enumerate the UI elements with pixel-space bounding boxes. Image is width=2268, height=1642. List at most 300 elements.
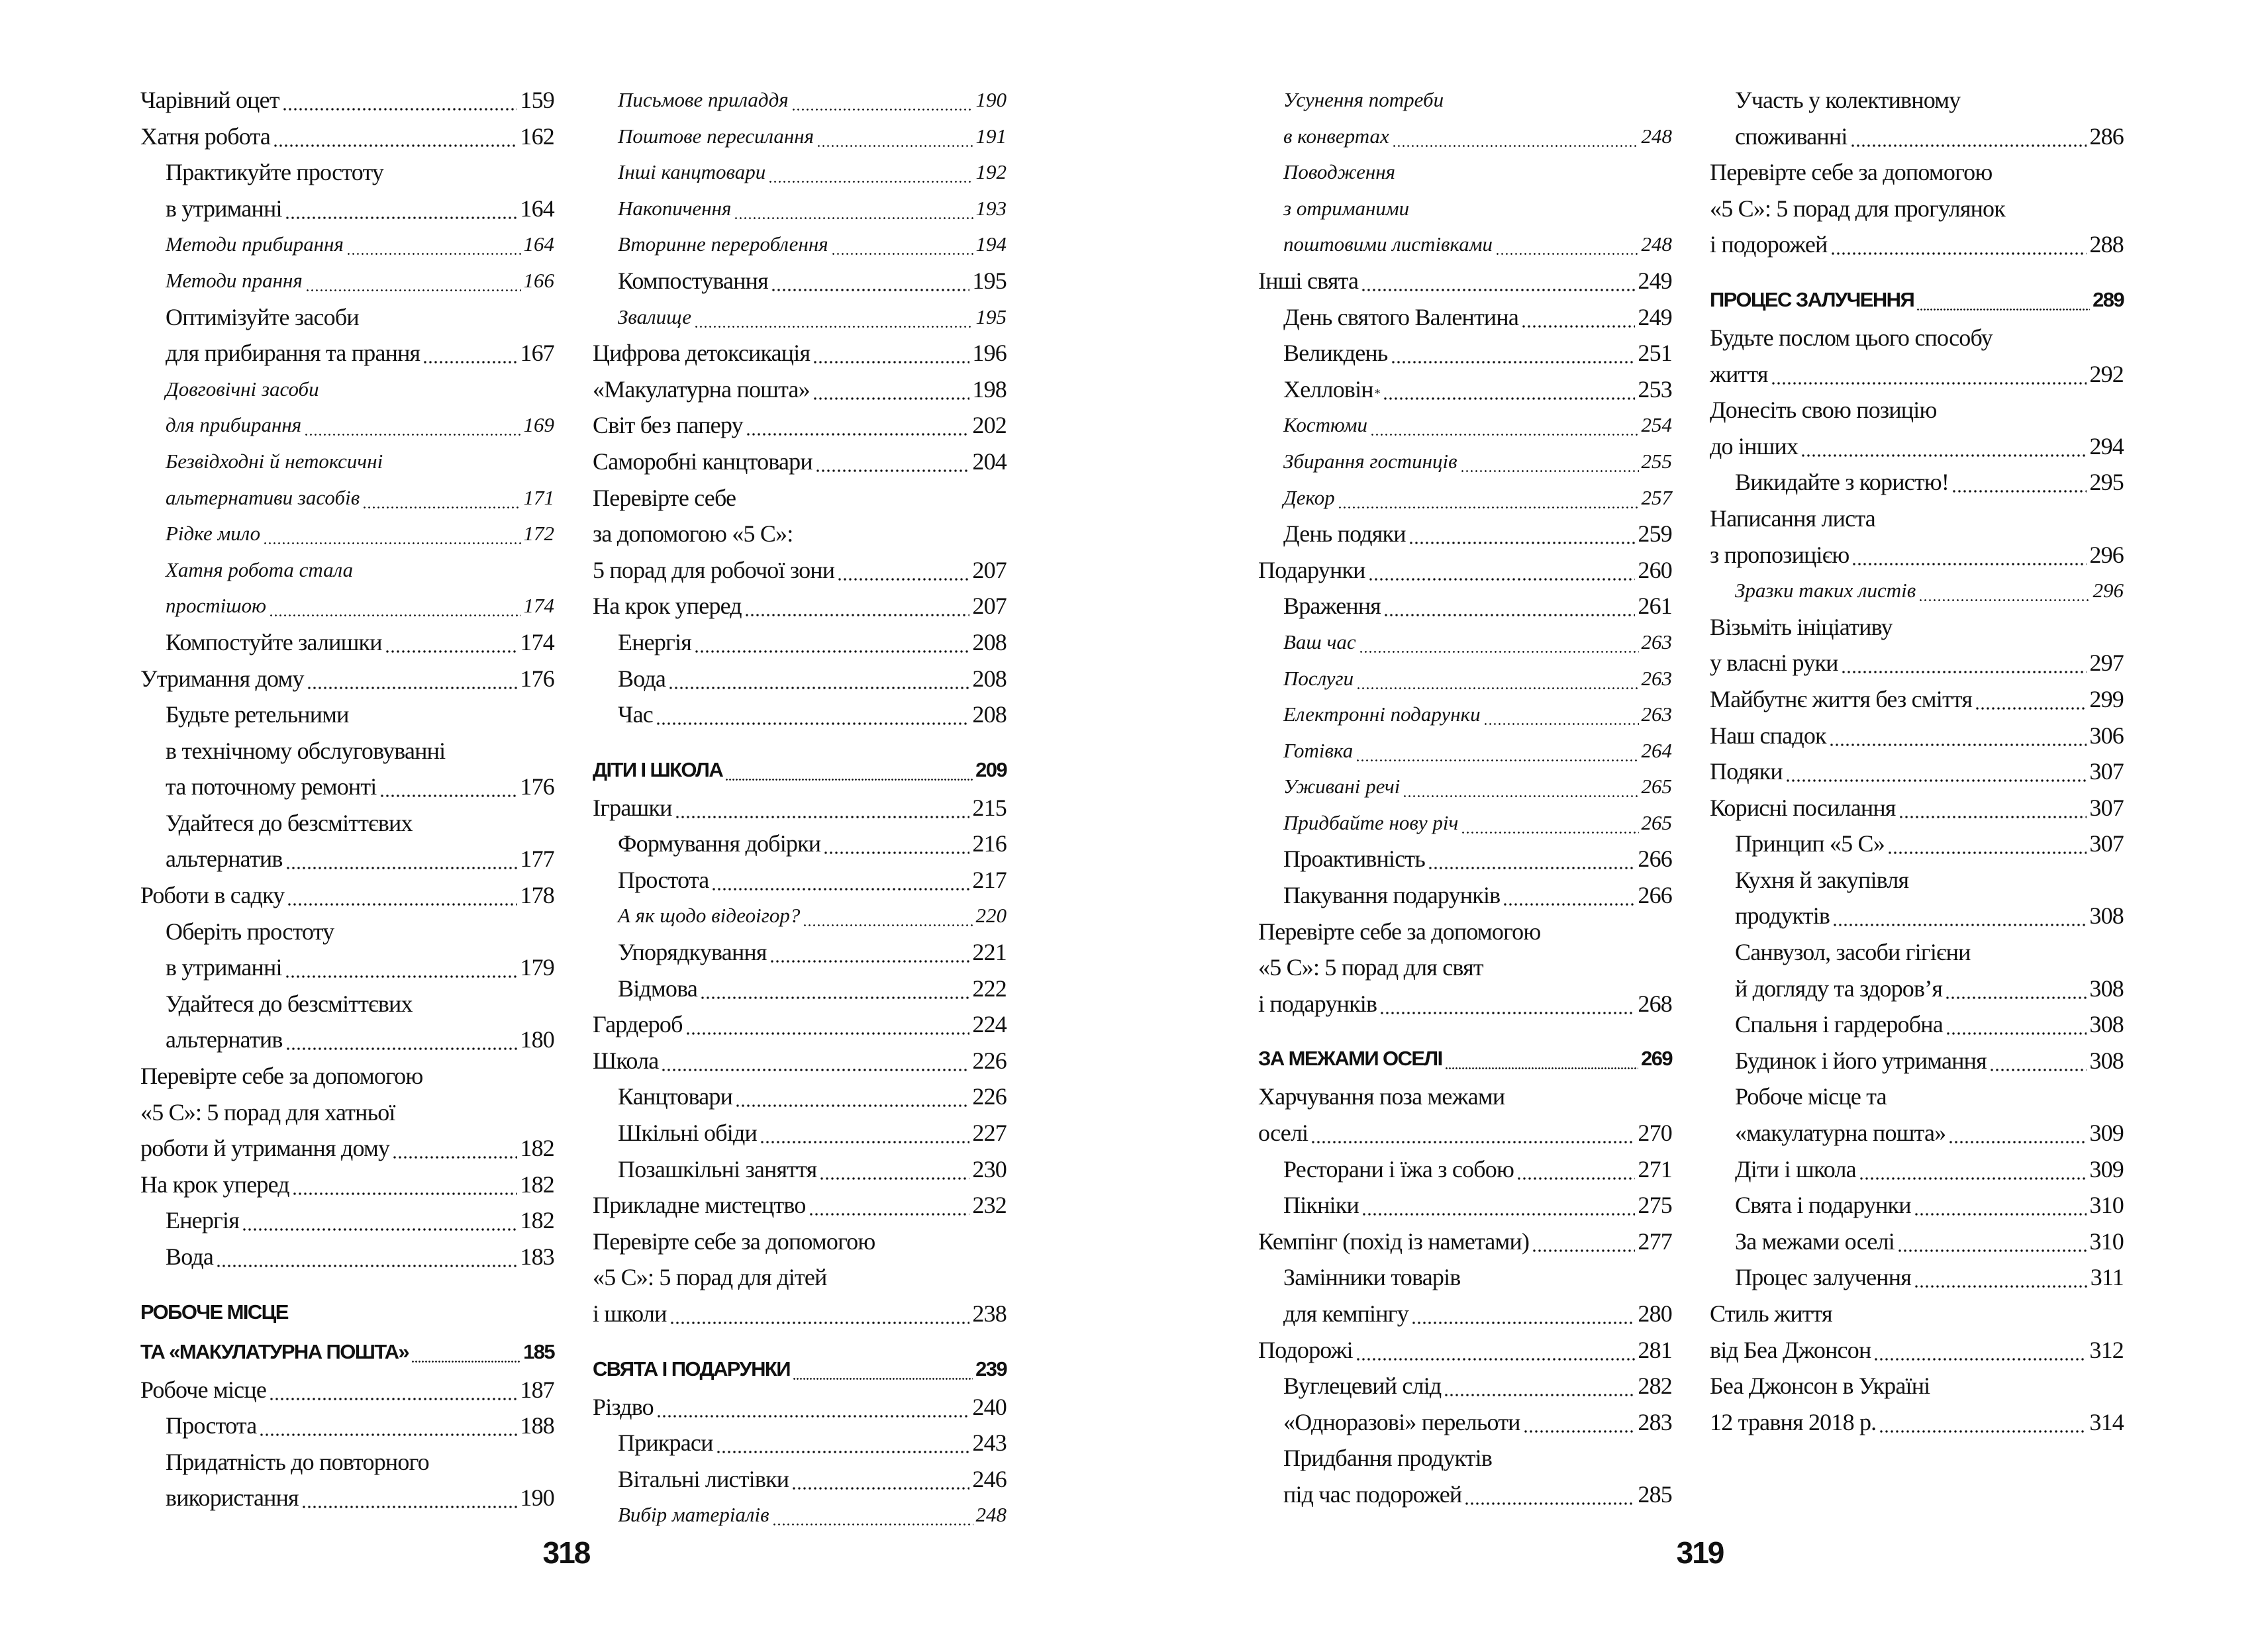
toc-page-number: 222 [972,975,1007,1002]
toc-entry-title: Письмове приладдя [618,88,789,111]
toc-entry-title: На крок уперед [593,593,742,620]
toc-entry-title: Практикуйте простоту [166,159,384,186]
toc-entry-line [1710,862,2124,898]
toc-entry-line [593,790,1007,826]
toc-page-number: 176 [520,665,554,692]
toc-entry [1258,444,1672,480]
toc-entry-title: Відмова [618,975,698,1002]
toc-entry-line [1710,934,2124,971]
dot-leader [1771,356,2087,393]
dot-leader [1916,280,2090,320]
toc-page-number: 288 [2089,231,2124,258]
toc-entry-line [1258,335,1672,371]
toc-entry-title: Готівка [1283,738,1354,762]
toc-entry-title: Канцтовари [618,1083,733,1110]
toc-page-number: 259 [1638,520,1672,548]
toc-entry [1710,934,2124,1006]
toc-entry-title: На крок уперед [140,1171,289,1198]
toc-page-number: 182 [520,1207,554,1234]
toc-entry [1710,1259,2124,1296]
toc-entry-title: Корисні посилання [1710,794,1896,821]
toc-entry [1710,573,2124,609]
dot-leader [1368,552,1636,589]
toc-entry-line [1258,407,1672,444]
dot-leader [1461,805,1638,842]
toc-entry-line [593,971,1007,1007]
toc-entry-title: в конвертах [1283,124,1389,148]
toc-page-number: 191 [975,124,1007,148]
toc-entry-title: Усунення потреби [1283,88,1444,111]
toc-entry [593,371,1007,408]
toc-entry-line [593,934,1007,971]
toc-entry-title: Звалище [618,305,692,328]
toc-entry [593,1006,1007,1043]
toc-entry-title: Хелловін [1283,375,1373,403]
toc-entry-line [593,1043,1007,1079]
dot-leader [1379,986,1635,1022]
toc-entry-line [593,1296,1007,1332]
toc-page-number: 263 [1641,702,1672,726]
toc-entry [593,226,1007,263]
toc-page-number: 182 [520,1171,554,1198]
toc-entry-title: альтернативи засобів [166,485,360,509]
dot-leader [1503,877,1635,914]
toc-entry-title: від Беа Джонсон [1710,1336,1871,1363]
toc-page-number: 182 [520,1135,554,1162]
dot-leader [1898,790,2087,826]
toc-entry-line [1258,154,1672,191]
toc-page-number: 299 [2089,685,2124,712]
toc-page-number: 265 [1641,810,1672,834]
dot-leader [1887,826,2087,862]
toc-entry [1258,697,1672,733]
toc-entry-line [1710,280,2124,320]
dot-leader [1914,1259,2088,1296]
toc-entry-title: Хатня робота [140,122,270,150]
toc-entry-line [1258,263,1672,299]
toc-entry-line [593,1389,1007,1425]
toc-page-number: 174 [523,594,554,618]
toc-entry-title: Поводження [1283,160,1396,184]
toc-entry-title: продуктів [1735,902,1830,930]
toc-entry-title: Будинок і його утримання [1735,1047,1987,1074]
dot-leader [1945,971,2087,1007]
dot-leader [1897,1224,2087,1260]
toc-entry [1258,1079,1672,1151]
toc-entry [1258,624,1672,661]
toc-entry-line [1258,299,1672,336]
toc-page-number: 195 [975,305,1007,328]
toc-entry-title: 12 травня 2018 р. [1710,1408,1877,1435]
toc-entry [593,790,1007,826]
toc-entry-line [1258,552,1672,589]
toc-entry-line [1258,661,1672,697]
toc-page-number: 232 [972,1192,1007,1219]
toc-entry-title: Енергія [618,628,691,655]
toc-entry [1710,501,2124,573]
toc-page-number: 261 [1638,593,1672,620]
dot-leader [1445,1039,1638,1079]
toc-page-number: 190 [975,88,1007,111]
toc-entry [1710,154,2124,263]
toc-entry-line [1710,392,2124,428]
dot-leader [1948,1115,2087,1151]
toc-entry-line [1710,501,2124,537]
toc-entry [1710,392,2124,464]
toc-page-number: 169 [523,413,554,437]
toc-entry [1258,516,1672,552]
toc-page-number: 275 [1638,1192,1672,1219]
toc-entry [1258,299,1672,336]
toc-entry-title: Проактивність [1283,845,1425,873]
page-number-right: 319 [1676,1535,1724,1570]
toc-page-number: 185 [523,1339,554,1363]
toc-page-number: 226 [972,1083,1007,1110]
toc-entry-line [593,1461,1007,1498]
dot-leader [816,119,973,155]
toc-entry [1710,681,2124,718]
toc-page-number: 251 [1638,340,1672,367]
toc-entry-title: і подорожей [1710,231,1828,258]
toc-entry-line [593,1497,1007,1533]
toc-page-number: 265 [1641,775,1672,798]
toc-entry [1258,1224,1672,1260]
toc-entry [593,480,1007,589]
toc-entry-line [593,1425,1007,1461]
toc-page-number: 310 [2089,1228,2124,1255]
toc-entry [593,1043,1007,1079]
toc-page-number: 266 [1638,845,1672,873]
toc-page-number: 266 [1638,882,1672,909]
toc-entry-line [1258,805,1672,842]
toc-entry [593,1461,1007,1498]
toc-page-number: 209 [975,757,1007,781]
dot-leader [837,552,969,589]
dot-leader [735,1079,969,1115]
toc-entry-title: альтернатив [166,1026,283,1053]
toc-entry-title: Процес залучення [1735,1264,1911,1291]
dot-leader [1361,1187,1635,1224]
toc-entry-title: СВЯТА І ПОДАРУНКИ [593,1357,790,1380]
toc-page-number: 307 [2089,794,2124,821]
toc-entry-line [593,1006,1007,1043]
toc-entry-line [1710,1151,2124,1188]
toc-entry [1710,826,2124,862]
toc-entry-line [1258,1296,1672,1332]
toc-entry [1258,1332,1672,1369]
toc-entry [1258,588,1672,624]
toc-entry [593,1151,1007,1188]
toc-entry [1258,1440,1672,1512]
dot-leader [803,898,973,934]
toc-entry [1710,609,2124,681]
toc-entry-title: ТА «МАКУЛАТУРНА ПОШТА» [140,1339,409,1363]
toc-entry-title: в утриманні [166,195,282,222]
dot-leader [813,335,969,371]
toc-entry-line [1710,1368,2124,1404]
dot-leader [1516,1151,1635,1188]
toc-entry-line [593,1224,1007,1260]
toc-entry [1710,790,2124,826]
dot-leader [1914,1187,2087,1224]
toc-entry-line [1710,191,2124,227]
toc-entry-title: Гардероб [593,1011,683,1038]
toc-section-heading [593,750,1007,790]
toc-page-number: 309 [2089,1155,2124,1183]
dot-leader [744,588,970,624]
toc-page-number: 289 [2093,287,2124,311]
toc-page-number: 224 [972,1011,1007,1038]
dot-leader [1850,119,2087,155]
dot-leader [768,154,973,191]
toc-entry-line [593,697,1007,733]
dot-leader [1464,1476,1635,1513]
dot-leader [1392,119,1639,155]
toc-entry-title: Свята і подарунки [1735,1192,1911,1219]
dot-leader [1356,733,1638,769]
toc-entry-line [1710,753,2124,790]
toc-entry [1258,1187,1672,1224]
page-right [1134,0,2268,1642]
toc-entry-line [1710,1187,2124,1224]
toc-page-number: 308 [2089,902,2124,930]
toc-column [1710,82,2124,1440]
toc-entry-title: Кухня й закупівля [1735,866,1909,893]
toc-entry-title: у власні руки [1710,650,1838,677]
dot-leader [1428,841,1635,877]
toc-entry-line [1258,914,1672,950]
page-number-left: 318 [542,1535,590,1570]
toc-entry-title: «5 С»: 5 порад для свят [1258,954,1483,981]
toc-entry-line [1258,480,1672,516]
toc-entry-line [1258,986,1672,1022]
toc-entry-title: Перевірте себе за допомогою [593,1228,875,1255]
dot-leader [675,790,970,826]
toc-entry-title: Великдень [1283,340,1388,367]
toc-page-number: 164 [520,195,554,222]
toc-entry-line [1710,537,2124,573]
dot-leader [1918,573,2090,609]
dot-leader [769,934,970,971]
dot-leader [1873,1332,2087,1369]
toc-entry-line [1710,428,2124,465]
dot-leader [1356,661,1638,697]
toc-entry-title: Санвузол, засоби гігієни [1735,939,1971,966]
dot-leader [661,1043,969,1079]
toc-entry [1710,1043,2124,1079]
toc-entry [593,1115,1007,1151]
toc-entry-line [1258,1151,1672,1188]
toc-page-number: 207 [972,556,1007,583]
toc-entry-line [593,1259,1007,1296]
toc-entry-title: Хатня робота стала [166,557,354,581]
toc-entry-title: Поштове пересилання [618,124,814,148]
toc-entry [1258,480,1672,516]
toc-page-number: 238 [972,1300,1007,1327]
dot-leader [1361,263,1635,299]
dot-leader [1832,898,2087,934]
dot-leader [791,82,973,119]
page-left-inner [471,0,1134,1642]
toc-entry-title: Перевірте себе за допомогою [1258,918,1541,945]
toc-entry-line [593,444,1007,480]
toc-entry-line [1258,624,1672,661]
toc-entry-title: «Одноразові» перельоти [1283,1408,1520,1435]
toc-entry-line [593,480,1007,516]
toc-entry-title: Електронні подарунки [1283,702,1481,726]
toc-page-number: 202 [972,412,1007,439]
dot-leader [1310,1115,1635,1151]
toc-entry-title: і школи [593,1300,667,1327]
dot-leader [1975,681,2087,718]
toc-entry-title: Школа [593,1047,659,1074]
toc-entry-line [593,191,1007,227]
dot-leader [1460,444,1639,480]
toc-entry-line [1258,1115,1672,1151]
toc-entry [1258,733,1672,769]
toc-entry-title: Спальня і гардеробна [1735,1011,1943,1038]
toc-entry-title: Придбайте нову річ [1283,810,1459,834]
dot-leader [1785,753,2087,790]
toc-entry [1710,1224,2124,1260]
toc-entry-line [593,661,1007,697]
toc-entry-title: до інших [1710,432,1799,459]
toc-entry-title: за допомогою «5 С»: [593,520,793,548]
toc-entry-title: За межами оселі [1735,1228,1895,1255]
toc-entry-line [1710,718,2124,754]
toc-page-number: 239 [975,1357,1007,1380]
dot-leader [809,1187,970,1224]
toc-entry [593,407,1007,444]
toc-entry-title: «Макулатурна пошта» [593,375,810,403]
toc-page-number: 255 [1641,449,1672,473]
toc-entry-line [593,119,1007,155]
toc-entry-line [1710,1043,2124,1079]
dot-leader [694,624,969,661]
toc-entry-line [593,335,1007,371]
toc-entry-title: Кемпінг (похід із наметами) [1258,1228,1530,1255]
toc-entry [593,661,1007,697]
toc-entry-line [1258,949,1672,986]
toc-entry-title: Костюми [1283,413,1368,437]
toc-entry-line [1258,82,1672,119]
toc-entry-line [1710,1332,2124,1369]
toc-page-number: 248 [975,1503,1007,1527]
toc-page-number: 296 [2089,541,2124,568]
toc-page-number: 306 [2089,722,2124,749]
toc-entry-line [593,862,1007,898]
toc-entry-title: Зразки таких листів [1735,579,1916,603]
toc-section-heading [1258,1039,1672,1079]
toc-entry-line [1258,841,1672,877]
toc-page-number: 162 [520,122,554,150]
toc-page-number: 194 [975,232,1007,256]
toc-entry [593,444,1007,480]
toc-entry-title: Саморобні канцтовари [593,448,813,475]
toc-page-number: 296 [2093,579,2124,603]
toc-entry [593,263,1007,299]
toc-entry-title: Наш спадок [1710,722,1826,749]
toc-column [1258,82,1672,1513]
toc-entry [1710,1368,2124,1440]
toc-entry-line [1710,1079,2124,1115]
toc-entry-title: Позашкільні заняття [618,1155,817,1183]
toc-page-number: 178 [520,882,554,909]
toc-entry-title: Час [618,701,653,728]
toc-entry-line [1710,82,2124,119]
toc-page-number: 208 [972,628,1007,655]
toc-entry-title: Прикраси [618,1429,713,1457]
toc-entry [593,1425,1007,1461]
toc-entry-title: А як щодо відеоігор? [618,904,801,928]
toc-page-number: 230 [972,1155,1007,1183]
toc-page-number: 308 [2089,1047,2124,1074]
dot-leader [1829,718,2087,754]
toc-entry [1710,1151,2124,1188]
toc-page-number: 166 [523,268,554,292]
toc-page-number: 207 [972,593,1007,620]
toc-entry-line [593,299,1007,336]
toc-entry-title: День святого Валентина [1283,303,1519,330]
toc-entry-title: Компостуйте залишки [166,628,382,655]
dot-leader [1356,1332,1636,1369]
toc-entry-line [593,1115,1007,1151]
toc-entry-line [1258,697,1672,733]
toc-entry-title: Пікніки [1283,1192,1359,1219]
toc-entry-title: ДІТИ І ШКОЛА [593,757,723,781]
toc-entry [1710,1296,2124,1368]
toc-page-number: 227 [972,1120,1007,1147]
toc-entry [593,299,1007,336]
toc-entry [1258,769,1672,805]
toc-page-number: 281 [1638,1336,1672,1363]
toc-entry [1258,371,1672,408]
toc-entry-title: для прибирання [166,413,302,437]
toc-page-number: 179 [520,954,554,981]
toc-entry-title: ПРОЦЕС ЗАЛУЧЕННЯ [1710,287,1914,311]
toc-entry-title: «5 С»: 5 порад для прогулянок [1710,195,2005,222]
toc-page-number: 249 [1638,303,1672,330]
dot-leader [831,226,973,263]
dot-leader [1879,1404,2087,1441]
toc-entry [593,971,1007,1007]
toc-entry-line [593,263,1007,299]
toc-page-number: 263 [1641,630,1672,653]
dot-leader [1391,335,1636,371]
toc-entry [1710,1006,2124,1043]
toc-page-number: 221 [972,939,1007,966]
toc-entry [1258,914,1672,1022]
toc-entry-title: День подяки [1283,520,1406,548]
toc-page-number: 264 [1641,738,1672,762]
toc-entry-line [1710,826,2124,862]
toc-entry-line [1710,356,2124,393]
toc-entry-title: Пакування подарунків [1283,882,1501,909]
toc-entry-line [593,750,1007,790]
dot-leader [823,826,969,862]
dot-leader [793,1349,973,1389]
dot-leader [1830,226,2087,263]
toc-page-number: 277 [1638,1228,1672,1255]
toc-page-number: 188 [520,1412,554,1439]
toc-entry-line [593,624,1007,661]
toc-page-number: 246 [972,1465,1007,1492]
toc-entry [1258,552,1672,589]
toc-page-number: 286 [2089,122,2124,150]
toc-entry-title: «5 С»: 5 порад для хатньої [140,1098,395,1126]
toc-page-number: 215 [972,794,1007,821]
toc-entry-line [1258,733,1672,769]
